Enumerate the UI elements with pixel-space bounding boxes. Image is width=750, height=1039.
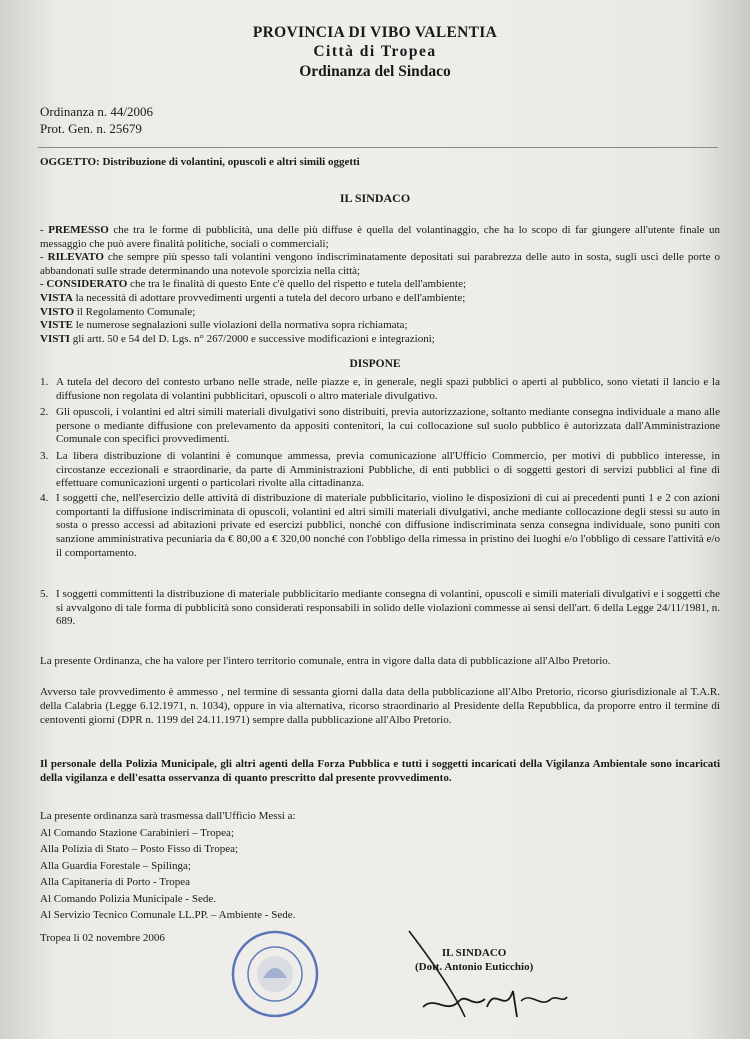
list-item: Al Servizio Tecnico Comunale LL.PP. – Ambiente - Sede. bbox=[40, 909, 296, 921]
list-item: Alla Guardia Forestale – Spilinga; bbox=[40, 859, 191, 872]
il-sindaco-heading: IL SINDACO bbox=[339, 191, 411, 205]
divider bbox=[38, 147, 718, 148]
provision-item: 4. I soggetti che, nell'esercizio delle attività di distribuzione di materiale pubblicitario, violino le disposizioni di cui ai precedenti punti 1 e 2 con azioni comportanti la diffusione indiscriminata di opuscoli, volantini ed altri simili materiali divulgativi, anche mediante collocazione degli stessi su auto in sosta o presso accessi ad abitazioni private ed esercizi pubblici, nonché con diffusione indiscriminata senza consegna individuale, sono puniti con sanzione amministrativa pecuniaria da € 80,00 a € 320,00 nonché con l'obbligo della rimessa in pristino dei luoghi e/o l'obbligo di cessare l'attività e/o il comportamento. bbox=[40, 492, 720, 559]
provision-item: 5. I soggetti committenti la distribuzione di materiale pubblicitario mediante consegna di volantini, opuscoli e simili materiali divulgativi e i soggetti che si avvalgono di tale forma di pubblicità sono considerati responsabili in solido delle violazioni commesse ai sensi dell'art. 6 della Legge 24/11/1981, n. 689. bbox=[40, 588, 720, 628]
list-item: La presente ordinanza sarà trasmessa dall'Ufficio Messi a: bbox=[40, 810, 296, 822]
entry-into-force: La presente Ordinanza, che ha valore per l'intero territorio comunale, entra in vigore dalla data di pubblicazione all'Albo Pretorio. bbox=[40, 655, 611, 667]
distribution-list bbox=[40, 808, 296, 924]
list-item: Al Comando Stazione Carabinieri – Tropea; bbox=[40, 826, 234, 839]
appeal-paragraph: Avverso tale provvedimento è ammesso , nel termine di sessanta giorni dalla data della pubblicazione all'Albo Pretorio, ricorso giurisdizionale al T.A.R. della Calabria (Legge 6.12.1971, n. 1034), oppure in via alternativa, ricorso straordinario al Presidente della Repubblica, da proporre entro il termine di centoventi giorni (DPR n. 1199 del 24.11.1971) sempre dalla pubblicazione all'Albo Pretorio. bbox=[40, 686, 720, 726]
premise-item: VISTI gli artt. 50 e 54 del D. Lgs. n° 267/2000 e successive modificazioni e integrazioni; bbox=[40, 332, 435, 345]
enforcement-paragraph: Il personale della Polizia Municipale, gli altri agenti della Forza Pubblica e tutti i soggetti incaricati della Vigilanza Ambientale sono incaricati della vigilanza e dell'esatta osservanza di quanto prescritto dal presente provvedimento. bbox=[40, 758, 720, 784]
premise-item: VISTE le numerose segnalazioni sulle violazioni della normativa sopra richiamata; bbox=[40, 319, 408, 332]
document-date: Tropea lì 02 novembre 2006 bbox=[40, 932, 165, 944]
premise-item: - CONSIDERATO che tra le finalità di questo Ente c'è quello del rispetto e tutela dell'ambiente; bbox=[40, 278, 467, 291]
dispone-heading: DISPONE bbox=[349, 358, 401, 370]
premise-item: - RILEVATO che sempre più spesso tali volantini vengono indiscriminatamente depositati sui parabrezza delle auto in sosta, sugli usci delle porte o abbandonati sulle strade determinando una notevole sporcizia nella città; bbox=[40, 251, 720, 277]
header-province: PROVINCIA DI VIBO VALENTIA bbox=[252, 24, 498, 41]
provision-item: 1. A tutela del decoro del contesto urbano nelle strade, nelle piazze e, in generale, negli spazi pubblici o aperti al pubblico, sono vietati il lancio e la diffusione non regolata di volantini pubblicitari, opuscoli o altro materiale divulgativo. bbox=[40, 376, 720, 402]
list-item: Alla Polizia di Stato – Posto Fisso di Tropea; bbox=[40, 843, 239, 855]
signature-title: IL SINDACO bbox=[441, 947, 507, 959]
premise-item: VISTA la necessità di adottare provvedimenti urgenti a tutela del decoro urbano e dell'ambiente; bbox=[40, 291, 466, 304]
list-item: Al Comando Polizia Municipale - Sede. bbox=[40, 892, 216, 905]
list-item: Alla Capitaneria di Porto - Tropea bbox=[40, 876, 191, 888]
subject-line: OGGETTO: Distribuzione di volantini, opuscoli e altri simili oggetti bbox=[40, 156, 360, 168]
premises-block bbox=[40, 224, 720, 346]
provision-item: 3. La libera distribuzione di volantini è comunque ammessa, previa comunicazione all'Ufficio Commercio, per motivi di pubblico interesse, in circostanze eccezionali e straordinarie, da parte di Amministrazioni Pubbliche, di enti pubblici o di soggetti gestori di servizi pubblici al fine di effettuare comunicazioni urgenti o particolari rivolte alla cittadinanza. bbox=[40, 450, 720, 490]
header-title: Ordinanza del Sindaco bbox=[299, 63, 451, 80]
protocol-number: Prot. Gen. n. 25679 bbox=[40, 121, 142, 136]
municipal-stamp-icon bbox=[229, 928, 321, 1020]
premise-item: VISTO il Regolamento Comunale; bbox=[40, 305, 196, 318]
provision-item: 2. Gli opuscoli, i volantini ed altri simili materiali divulgativi sono distribuiti, previa autorizzazione, soltanto mediante consegna individuale a mano alle persone o mediante diffusione con prelevamento da appositi contenitori, la cui collocazione sul suolo pubblico è autorizzata dall'Amministrazione Comunale con specifici provvedimenti. bbox=[40, 406, 720, 446]
header-city: Città di Tropea bbox=[313, 43, 437, 60]
signature-name: (Dott. Antonio Euticchio) bbox=[415, 961, 534, 973]
ordinanza-number: Ordinanza n. 44/2006 bbox=[40, 104, 154, 119]
signature-block bbox=[415, 946, 533, 974]
premise-item: - PREMESSO che tra le forme di pubblicità, una delle più diffuse è quella del volantinaggio, che ha lo scopo di far giungere all'utente finale un messaggio che può avere finalità politiche, sociali o commerciali; bbox=[40, 224, 720, 250]
handwritten-signature-icon bbox=[395, 925, 570, 1025]
